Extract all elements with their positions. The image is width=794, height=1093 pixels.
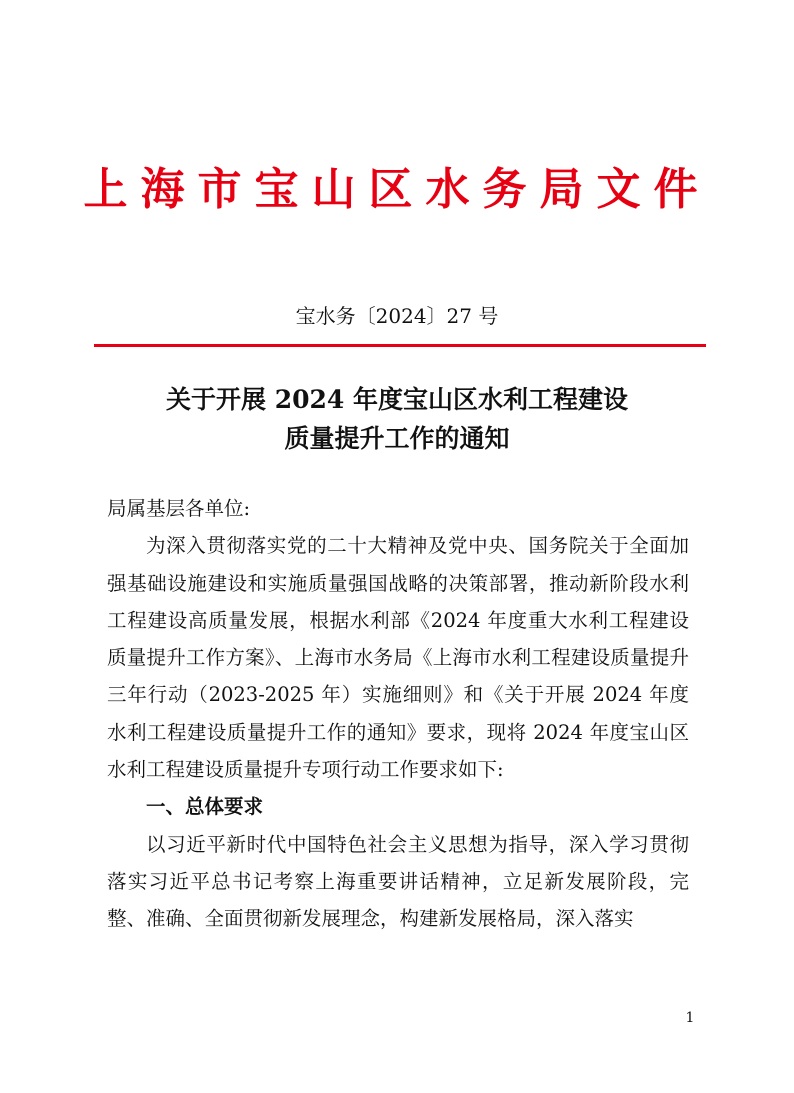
document-number: 宝水务〔2024〕27 号 [295, 304, 499, 328]
document-title-line-1: 关于开展 2024 年度宝山区水利工程建设 [166, 385, 628, 414]
red-divider-line [94, 344, 706, 347]
document-title-line-2: 质量提升工作的通知 [284, 424, 510, 453]
document-body [107, 490, 689, 938]
body-paragraph-2: 以习近平新时代中国特色社会主义思想为指导，深入学习贯彻落实习近平总书记考察上海重要讲话精神，立足新发展阶段，完整、准确、全面贯彻新发展理念，构建新发展格局，深入落实 [107, 832, 689, 931]
section-heading-1: 一、总体要求 [146, 795, 264, 819]
document-masthead: 上海市宝山区水务局文件 [83, 164, 711, 215]
page-number: 1 [685, 1010, 695, 1026]
salutation: 局属基层各单位: [107, 497, 251, 520]
body-paragraph-1: 为深入贯彻落实党的二十大精神及党中央、国务院关于全面加强基础设施建设和实施质量强国战略的决策部署，推动新阶段水利工程建设高质量发展，根据水利部《2024 年度重大水利工程建设质量提升工作方案》、上海市水务局《上海市水利工程建设质量提升三年行动（2023-2025 年）实施细则》和《关于开展 2024 年度水利工程建设质量提升工作的通知》要求，现将 2024 年度宝山区水利工程建设质量提升专项行动工作要求如下: [107, 534, 690, 782]
